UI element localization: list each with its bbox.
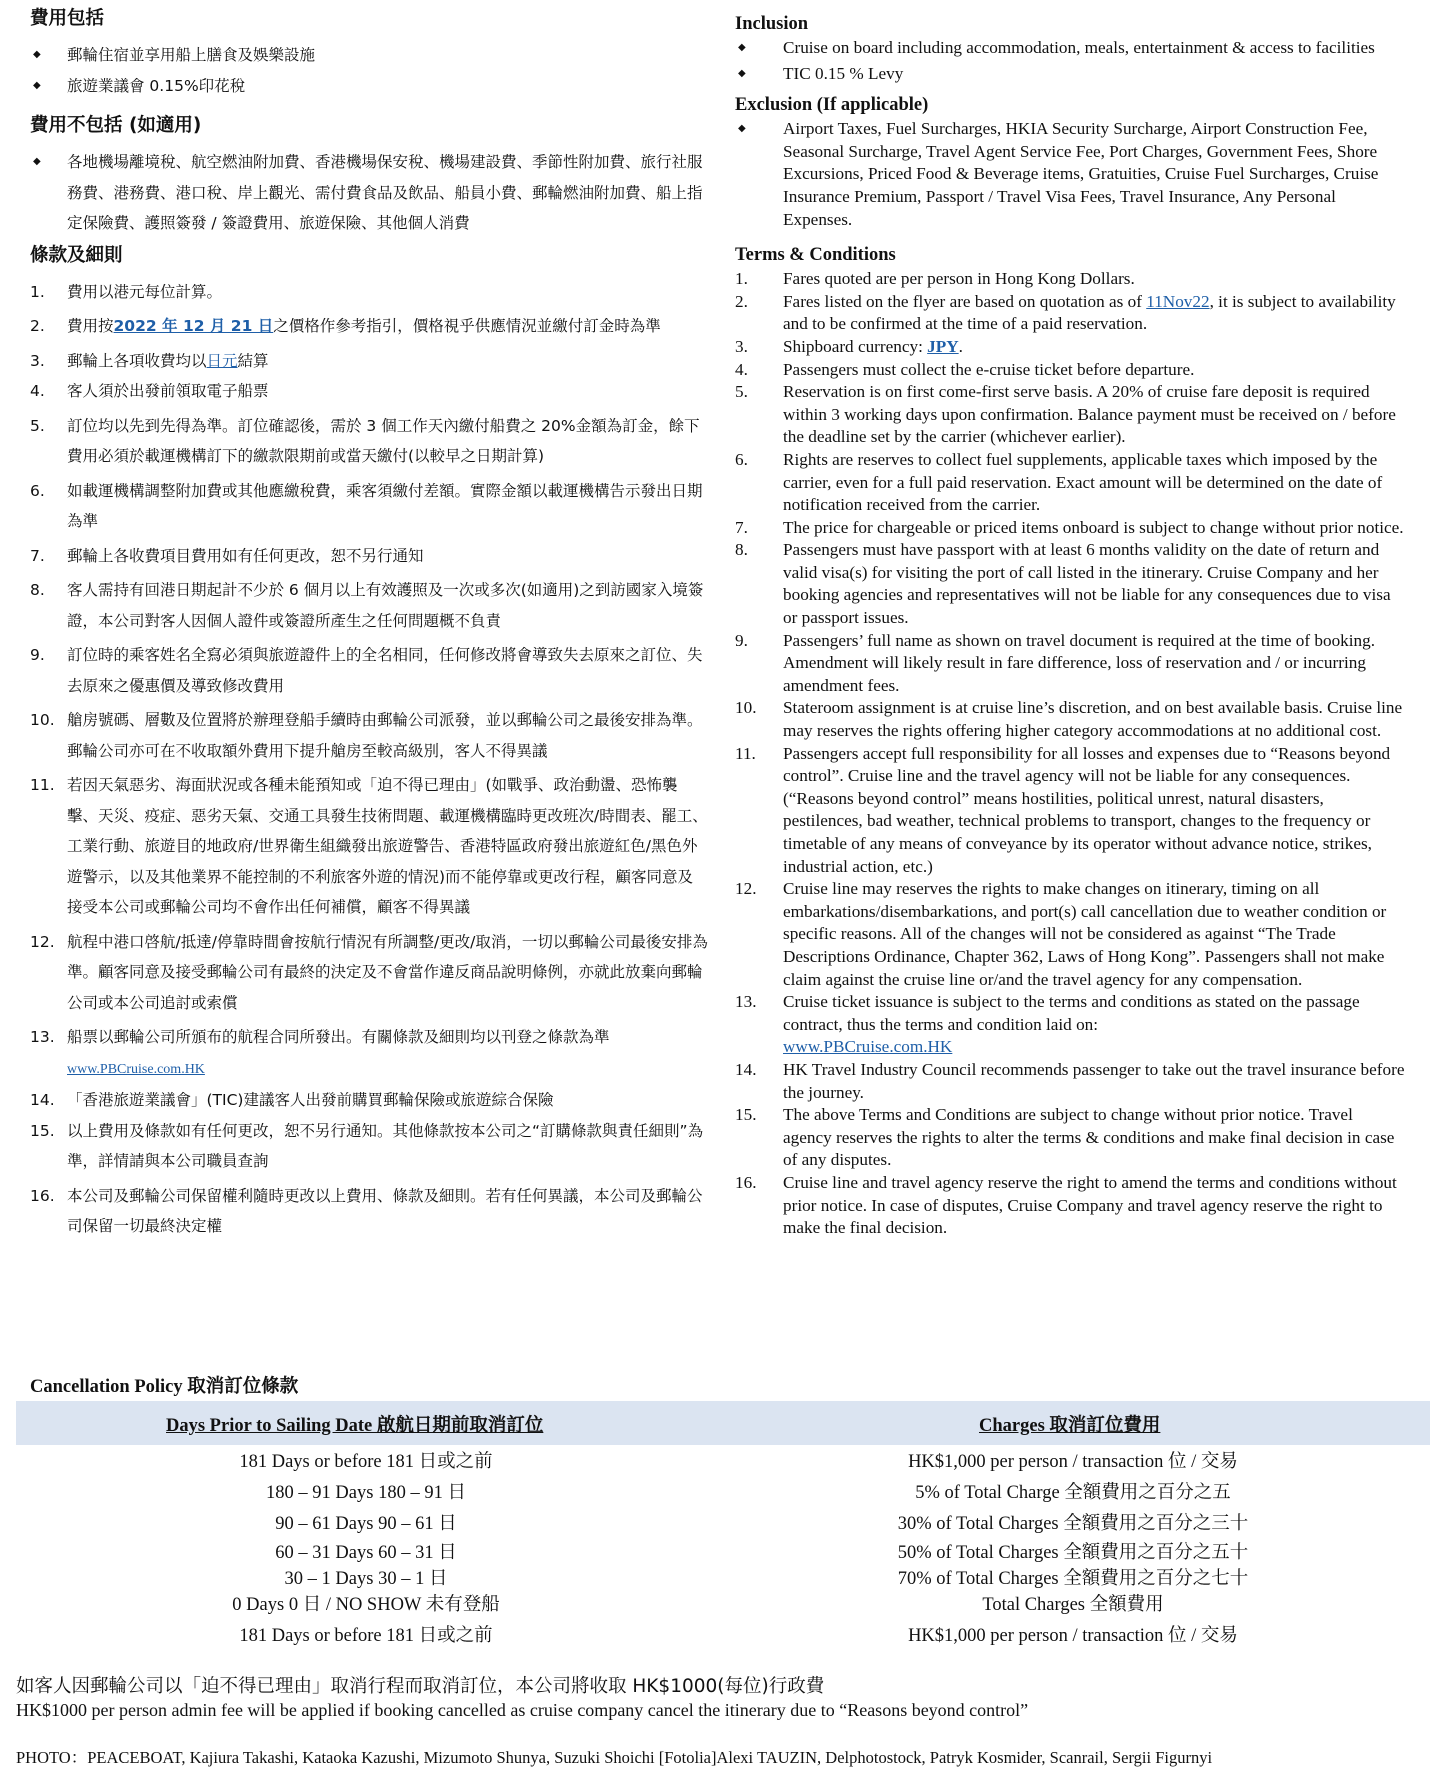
zh-term-3: 3. 郵輪上各項收費均以日元結算 [30,351,269,370]
en-term-14: 14. HK Travel Industry Council recommends passenger to take out the travel insurance before the journey. [735,1059,1405,1102]
zh-term-7: 7. 郵輪上各收費項目費用如有任何更改，恕不另行通知 [30,546,424,565]
zh-term-15: 15. 以上費用及條款如有任何更改，恕不另行通知。其他條款按本公司之“訂購條款與責任細則”為準，詳情請與本公司職員查詢 [30,1121,704,1170]
zh-term-2: 2. 費用按2022 年 12 月 21 日之價格作參考指引，價格視乎供應情況並繳付訂金時為準 [30,317,661,335]
zh-inclusion-title: 費用包括 [30,8,105,29]
zh-exclusion-item: ◆ 各地機場離境稅、航空燃油附加費、香港機場保安稅、機場建設費、季節性附加費、旅行社服務費、港務費、港口稅、岸上觀光、需付費食品及飲品、船員小費、郵輪燃油附加費、船上指定保險費、護照簽發 / 簽證費用、旅遊保險、其他個人消費 [30,147,708,239]
en-term-9: 9. Passengers’ full name as shown on travel document is required at the time of booking. Amendment will likely result in fare difference, loss of reservation and / or incurring amendment fees. [735,630,1376,695]
zh-terms-title: 條款及細則 [30,244,123,266]
table-row: 30 – 1 Days 30 – 1 日 70% of Total Charges 全額費用之百分之七十 [284,1569,1249,1589]
en-term-12: 12. Cruise line may reserves the rights to make changes on itinerary, timing on all embarkations/disembarkations, and port(s) call cancellation due to weather condition or specific reasons. All of the changes will not be considered as against “The Trade Descriptions Ordinance, Chapter 362, Laws of Hong Kong”. Passengers shall not make claim against the cruise line or/and the travel agency for any compensation. [735,879,1387,989]
en-term-10: 10. Stateroom assignment is at cruise line’s discretion, and on best available basis. Cruise line may reserves the rights offering higher category accommodations at no additional cost. [735,698,1403,741]
zh-term-1: 1. 費用以港元每位計算。 [30,282,223,301]
cancellation-title: Cancellation Policy 取消訂位條款 [30,1377,299,1397]
zh-term-12: 12. 航程中港口啓航/抵達/停靠時間會按航行情況有所調整/更改/取消，一切以郵輪公司最後安排為準。顧客同意及接受郵輪公司有最終的決定及不會當作違反商品說明條例，亦就此放棄向郵輪公司或本公司追討或索償 [30,932,708,1012]
en-term-11: 11. Passengers accept full responsibility for all losses and expenses due to “Reasons beyond control”. Cruise line and the travel agency will not be liable for any consequences. (“Reasons beyond control” means hostilities, political unrest, natural disasters, pestilences, bad weather, technical problems to transport, changes to the frequency or timetable of any means of conveyance by its operator without advance notice, strikes, industrial action, etc.) [735,743,1391,876]
en-term-1: 1. Fares quoted are per person in Hong Kong Dollars. [735,269,1135,289]
en-inclusion-title: Inclusion [735,14,809,34]
en-term-13: 13. Cruise ticket issuance is subject to the terms and conditions as stated on the passage contract, thus the terms and condition laid on: www.PBCruise.com.HK [735,992,1360,1057]
chinese-column [30,6,708,1242]
days-column-header: Days Prior to Sailing Date 啟航日期前取消訂位 [166,1416,544,1436]
zh-exclusion-title: 費用不包括 (如適用) [30,115,202,136]
en-term-4: 4. Passengers must collect the e-cruise ticket before departure. [735,359,1195,379]
en-term-2: 2. Fares listed on the flyer are based on quotation as of 11Nov22, it is subject to availability and to be confirmed at the time of a paid reservation. [735,291,1396,334]
en-term-5: 5. Reservation is on first come-first serve basis. A 20% of cruise fare deposit is required within 3 working days upon confirmation. Balance payment must be received on / before the deadline set by the carrier (whichever earlier). [735,382,1396,447]
en-inclusion-item: ◆ Cruise on board including accommodation, meals, entertainment & access to facilities [735,37,1405,60]
table-row: 181 Days or before 181 日或之前 HK$1,000 per person / transaction 位 / 交易 [239,1626,1238,1646]
zh-term-5: 5. 訂位均以先到先得為準。訂位確認後，需於 3 個工作天內繳付船費之 20%金額為訂金，餘下費用必須於載運機構訂下的繳款限期前或當天繳付(以較早之日期計算) [30,416,700,465]
en-inclusion-item: ◆ TIC 0.15 % Levy [735,63,1405,86]
zh-currency-link[interactable]: 日元 [206,351,238,370]
admin-fee-note-en: HK$1000 per person admin fee will be applied if booking cancelled as cruise company cancel the itinerary due to “Reasons beyond control” [16,1700,1029,1720]
table-row: 90 – 61 Days 90 – 61 日 30% of Total Charges 全額費用之百分之三十 [275,1514,1249,1534]
table-row: 180 – 91 Days 180 – 91 日 5% of Total Charge 全額費用之百分之五 [266,1483,1231,1503]
en-exclusion-item: ◆ Airport Taxes, Fuel Surcharges, HKIA Security Surcharge, Airport Construction Fee, Seasonal Surcharge, Travel Agent Service Fee, Port Charges, Government Fees, Shore Excursions, Priced Food & Beverage items, Gratuities, Cruise Fuel Surcharges, Cruise Insurance Premium, Passport / Travel Visa Fees, Travel Insurance, Any Personal Expenses. [735,118,1405,231]
zh-date-link[interactable]: 2022 年 12 月 21 日 [113,317,274,335]
table-row: 181 Days or before 181 日或之前 HK$1,000 per person / transaction 位 / 交易 [239,1452,1238,1472]
en-term-15: 15. The above Terms and Conditions are subject to change without prior notice. Travel agency reserves the rights to alter the terms & conditions and make final decision in case of any disputes. [735,1105,1395,1170]
table-row: 60 – 31 Days 60 – 31 日 50% of Total Charges 全額費用之百分之五十 [275,1543,1249,1563]
zh-term-16: 16. 本公司及郵輪公司保留權利隨時更改以上費用、條款及細則。若有任何異議，本公司及郵輪公司保留一切最終決定權 [30,1186,703,1235]
zh-term-11: 11. 若因天氣惡劣、海面狀況或各種未能預知或「迫不得已理由」(如戰爭、政治動盪、恐怖襲擊、天災、疫症、惡劣天氣、交通工具發生技術問題、載運機構臨時更改班次/時間表、罷工、工業行動、旅遊目的地政府/世界衛生組織發出旅遊警告、香港特區政府發出旅遊紅色/黑色外遊警示，以及其他業界不能控制的不利旅客外遊的情況)而不能停靠或更改行程，顧客同意及接受本公司或郵輪公司均不會作出任何補償，顧客不得異議 [30,776,708,916]
en-exclusion-title: Exclusion (If applicable) [735,95,929,116]
en-terms-title: Terms & Conditions [735,245,896,266]
charges-column-header: Charges 取消訂位費用 [979,1416,1161,1436]
zh-term-14: 14. 「香港旅遊業議會」(TIC)建議客人出發前購買郵輪保險或旅遊綜合保險 [30,1091,554,1109]
en-term-7: 7. The price for chargeable or priced items onboard is subject to change without prior notice. [735,517,1404,537]
cancellation-table [16,1447,1430,1647]
zh-term-10: 10. 艙房號碼、層數及位置將於辦理登船手續時由郵輪公司派發，並以郵輪公司之最後安排為準。郵輪公司亦可在不收取額外費用下提升艙房至較高級別，客人不得異議 [30,711,703,760]
admin-fee-note-zh: 如客人因郵輪公司以「迫不得已理由」取消行程而取消訂位，本公司將收取 HK$1000(每位)行政費 [16,1676,825,1697]
en-website-link[interactable]: www.PBCruise.com.HK [783,1037,953,1057]
zh-term-13: 13. 船票以郵輪公司所頒布的航程合同所發出。有關條款及細則均以刊登之條款為準 www.PBCruise.com.HK [30,1028,610,1077]
table-row: 0 Days 0 日 / NO SHOW 未有登船 Total Charges 全額費用 [232,1595,1164,1615]
cancellation-table-header [16,1401,1430,1445]
en-currency-link[interactable]: JPY [927,336,959,356]
zh-inclusion-item: ◆ 旅遊業議會 0.15%印花稅 [30,71,708,102]
zh-term-4: 4. 客人須於出發前領取電子船票 [30,382,269,400]
zh-inclusion-item: ◆ 郵輪住宿並享用船上膳食及娛樂設施 [30,40,708,71]
en-date-link[interactable]: 11Nov22 [1146,291,1210,311]
photo-credits: PHOTO：PEACEBOAT, Kajiura Takashi, Kataoka Kazushi, Mizumoto Shunya, Suzuki Shoichi [Fotolia]Alexi TAUZIN, Delphotostock, Patryk Kosmider, Scanrail, Sergii Figurnyi [16,1748,1213,1767]
english-column [735,12,1405,1240]
en-term-6: 6. Rights are reserves to collect fuel supplements, applicable taxes which imposed by the carrier, even for a full paid reservation. Exact amount will be determined on the date of notification received from the carrier. [735,449,1383,515]
en-term-8: 8. Passengers must have passport with at least 6 months validity on the date of return and valid visa(s) for visiting the port of call listed in the itinerary. Cruise Company and her booking agencies and representatives will not be liable for any consequences due to visa or passport issues. [735,540,1391,628]
en-term-3: 3. Shipboard currency: JPY. [735,336,963,356]
zh-term-8: 8. 客人需持有回港日期起計不少於 6 個月以上有效護照及一次或多次(如適用)之到訪國家入境簽證，本公司對客人因個人證件或簽證所產生之任何問題概不負責 [30,581,704,630]
zh-term-9: 9. 訂位時的乘客姓名全寫必須與旅遊證件上的全名相同，任何修改將會導致失去原來之訂位、失去原來之優惠價及導致修改費用 [30,646,703,695]
en-term-16: 16. Cruise line and travel agency reserve the right to amend the terms and conditions without prior notice. In case of disputes, Cruise Company and travel agency reserve the right to make the final decision. [735,1172,1397,1238]
zh-website-link[interactable]: www.PBCruise.com.HK [67,1061,205,1077]
zh-term-6: 6. 如載運機構調整附加費或其他應繳稅費，乘客須繳付差額。實際金額以載運機構告示發出日期為準 [30,481,703,530]
